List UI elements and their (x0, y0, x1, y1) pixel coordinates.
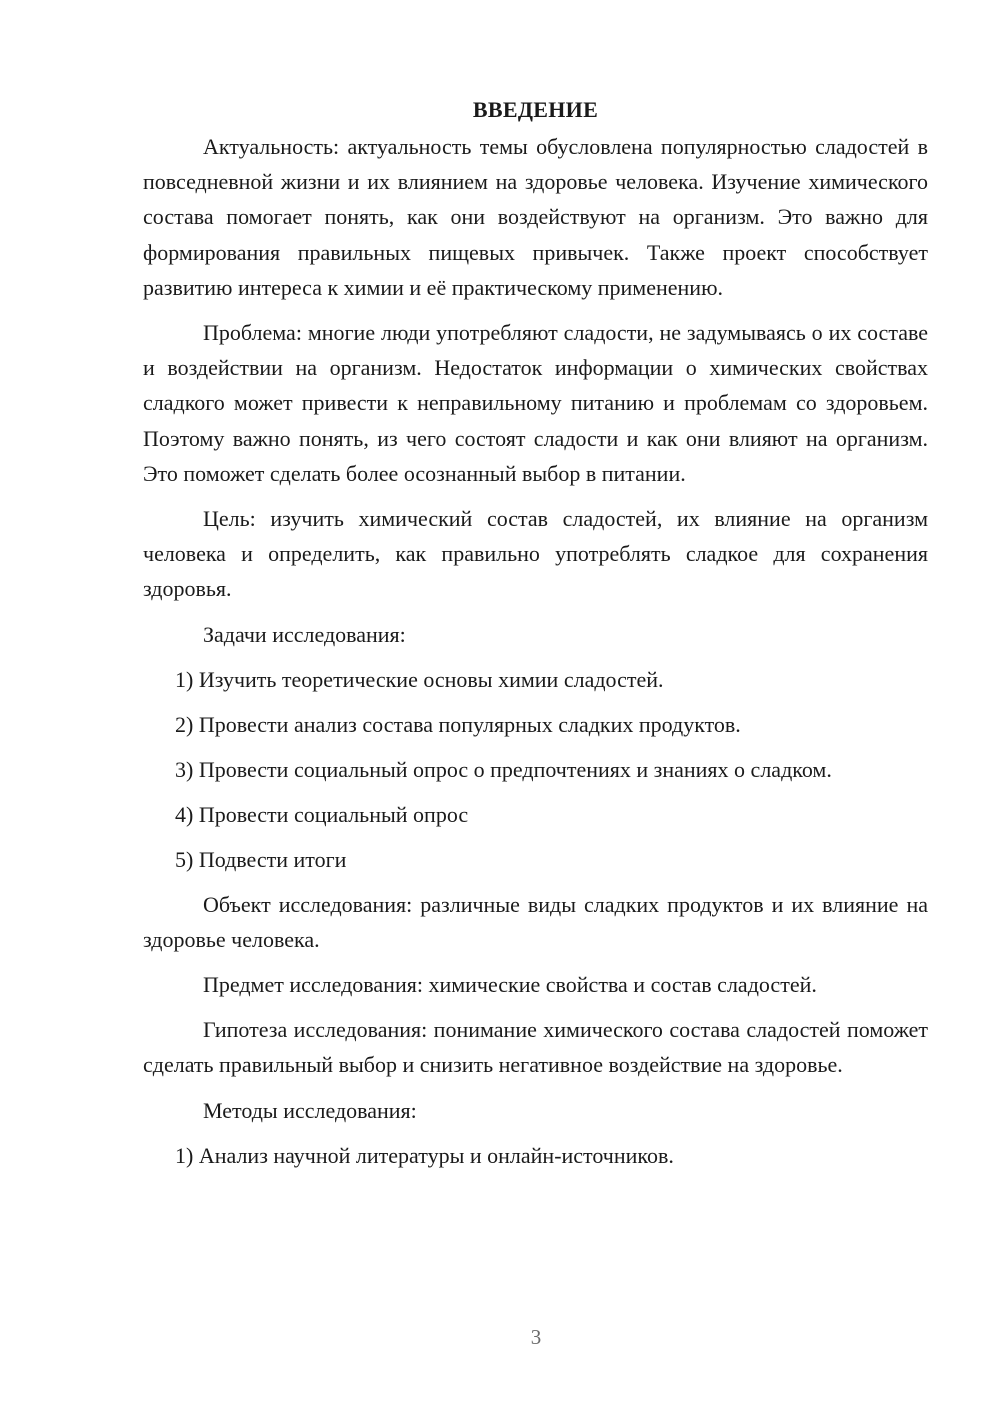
task-item: 4) Провести социальный опрос (175, 801, 469, 827)
methods-title: Методы исследования: (203, 1097, 417, 1123)
section-heading: ВВЕДЕНИЕ (472, 97, 599, 122)
hypothesis-paragraph: Гипотеза исследования: понимание химического состава сладостей поможет сделать правильный выбор и снизить негативное воздействие на здоровье. (143, 1017, 928, 1078)
tasks-title: Задачи исследования: (203, 621, 406, 647)
task-item: 2) Провести анализ состава популярных сладких продуктов. (175, 711, 741, 737)
method-item: 1) Анализ научной литературы и онлайн-источников. (175, 1142, 674, 1168)
object-paragraph: Объект исследования: различные виды сладких продуктов и их влияние на здоровье человека. (143, 891, 928, 952)
goal-paragraph: Цель: изучить химический состав сладостей, их влияние на организм человека и определить, как правильно употреблять сладкое для сохранения здоровья. (143, 506, 928, 602)
subject-paragraph: Предмет исследования: химические свойства и состав сладостей. (203, 972, 817, 998)
task-item: 5) Подвести итоги (175, 846, 347, 872)
document-page (143, 92, 928, 1183)
problem-paragraph: Проблема: многие люди употребляют сладости, не задумываясь о их составе и воздействии на организм. Недостаток информации о химических свойствах сладкого может привести к неправильному питанию и проблемам со здоровьем. Поэтому важно понять, из чего состоят сладости и как они влияют на организм. Это поможет сделать более осознанный выбор в питании. (143, 320, 928, 486)
task-item: 3) Провести социальный опрос о предпочтениях и знаниях о сладком. (175, 756, 832, 782)
page-number: 3 (530, 1325, 542, 1349)
task-item: 1) Изучить теоретические основы химии сладостей. (175, 666, 664, 692)
relevance-paragraph: Актуальность: актуальность темы обусловлена популярностью сладостей в повседневной жизни и их влиянием на здоровье человека. Изучение химического состава помогает понять, как они воздействуют на организм. Это важно для формирования правильных пищевых привычек. Также проект способствует развитию интереса к химии и её практическому применению. (143, 134, 928, 300)
